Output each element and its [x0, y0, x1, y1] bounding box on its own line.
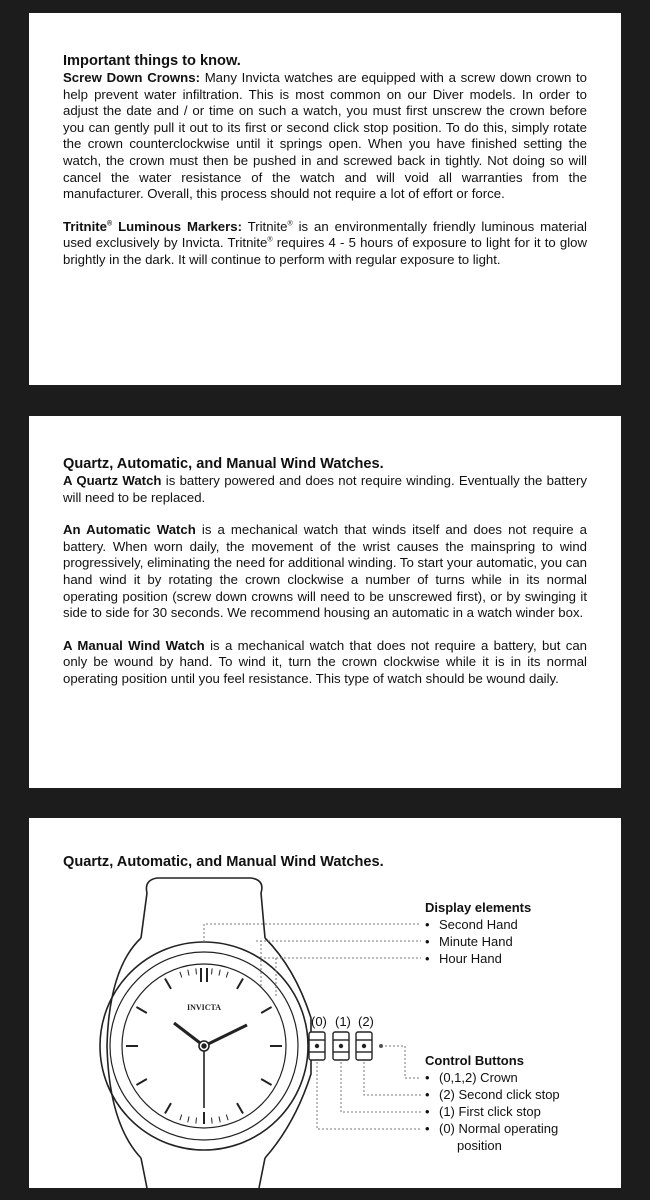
card-title: Quartz, Automatic, and Manual Wind Watches.: [63, 854, 384, 870]
paragraph-body: Many Invicta watches are equipped with a screw down crown to help prevent water infiltration. This is most common on our Diver models. In order to adjust the date and / or time on such a watch, you must first unscrew the crown before you can gently pull it out to its first or second click stop position. To do this, simply rotate the crown counterclockwise until it springs open. When you have finished setting the watch, the crown must then be pushed in and screwed back in tightly. Not doing so will cancel the water resistance of the watch and will void all warranties from the manufacturer. Overall, this process should not require a lot of effort or force.: [63, 70, 588, 202]
automatic-paragraph: An Automatic Watch is a mechanical watch that winds itself and does not require a battery. When worn daily, the movement of the wrist causes the mainspring to wind progressively, eliminating the need for additional winding. To start your automatic, you can hand wind it by rotating the crown clockwise a number of turns while in its normal operating position (screw down crowns will need to be unscrewed first), or by swinging it side to side for 30 seconds. We recommend housing an automatic in a watch winder box.: [63, 522, 587, 621]
crown-position-1-label: (1): [335, 1014, 351, 1029]
important-info-text: [63, 53, 587, 269]
legend-item: • (1) First click stop: [425, 1103, 560, 1120]
watch-strap-bottom: [141, 1158, 147, 1188]
paragraph-heading: A Quartz Watch: [63, 473, 162, 488]
legend-item: • Second Hand: [425, 916, 531, 933]
control-buttons-legend: [425, 1052, 560, 1154]
screw-down-crowns-paragraph: [63, 70, 587, 203]
watch-strap-top: [146, 878, 265, 938]
paragraph-heading: Screw Down Crowns:: [63, 70, 200, 85]
watch-diagram-card: [29, 818, 621, 1188]
important-info-card: [29, 13, 621, 385]
legend-title: Control Buttons: [425, 1053, 524, 1068]
minute-hand: [204, 1025, 247, 1046]
legend-item: • (0,1,2) Crown: [425, 1069, 560, 1086]
crown-icon: [309, 1032, 372, 1060]
card-title: Quartz, Automatic, and Manual Wind Watches.: [63, 456, 384, 472]
crown-position-0-label: (0): [311, 1014, 327, 1029]
brand-logo: INVICTA: [187, 1003, 222, 1012]
watch-types-card: [29, 416, 621, 788]
paragraph-heading: A Manual Wind Watch: [63, 637, 205, 653]
paragraph-heading: Tritnite® Luminous Markers:: [63, 218, 242, 234]
manual-wind-paragraph: A Manual Wind Watch is a mechanical watch that does not require a battery, but can only be wound by hand. To wind it, turn the crown clockwise while it is in its normal operating position until you feel resistance. This type of watch should be wound daily.: [63, 637, 587, 686]
watch-hands: [174, 1023, 247, 1108]
legend-item: • (0) Normal operating position: [425, 1120, 560, 1154]
quartz-paragraph: A Quartz Watch is battery powered and does not require winding. Eventually the battery will need to be replaced.: [63, 473, 587, 505]
legend-item: • Minute Hand: [425, 933, 531, 950]
legend-title: Display elements: [425, 900, 532, 915]
crown-position-2-label: (2): [358, 1014, 374, 1029]
paragraph-heading: An Automatic Watch: [63, 522, 196, 538]
legend-item: • Hour Hand: [425, 950, 531, 967]
tritnite-paragraph: Tritnite® Luminous Markers: Tritnite® is an environmentally friendly luminous material used exclusively by Invicta. Tritnite® requires 4 - 5 hours of exposure to light for it to glow brightly in the dark. It will continue to perform with regular exposure to light.: [63, 218, 588, 267]
display-elements-legend: [425, 899, 531, 967]
card-title: Important things to know.: [63, 53, 241, 69]
legend-item: • (2) Second click stop: [425, 1086, 560, 1103]
watch-types-text: [63, 456, 587, 688]
